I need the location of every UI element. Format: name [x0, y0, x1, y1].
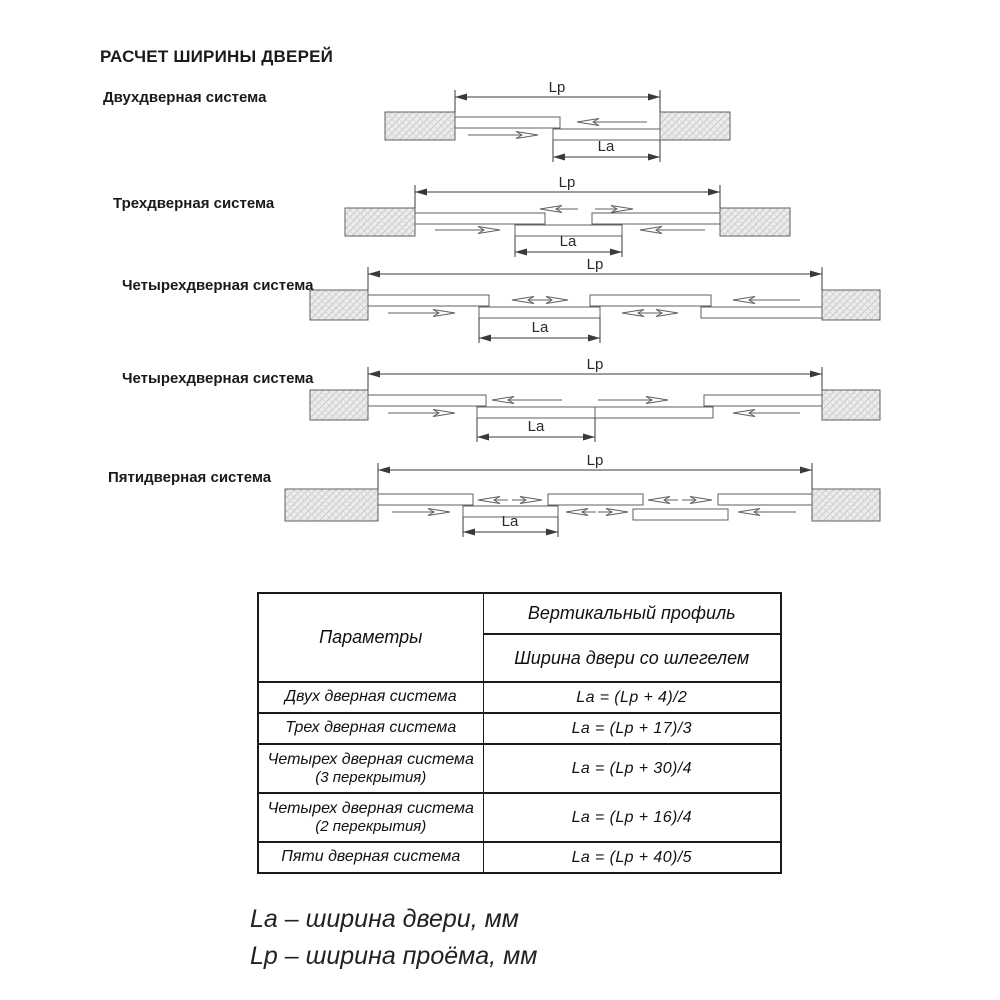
door-panel — [455, 117, 560, 128]
parameters-table — [257, 592, 782, 874]
dim-arrowhead — [378, 467, 390, 474]
dimension-la-label: La — [559, 233, 577, 250]
door-panel — [595, 407, 713, 418]
dim-arrowhead — [648, 94, 660, 101]
dimension-lp-label: Lp — [586, 256, 604, 273]
door-panel — [368, 395, 486, 406]
dim-arrowhead — [455, 94, 467, 101]
row-formula: La = (Lp + 40)/5 — [483, 842, 781, 873]
dimension-lp-label: Lp — [586, 356, 604, 373]
dimension-lp — [378, 452, 812, 489]
door-panel — [548, 494, 643, 505]
dim-arrowhead — [588, 335, 600, 342]
dimension-la-label: La — [597, 138, 615, 155]
table-header-door-width: Ширина двери со шлегелем — [483, 634, 781, 682]
diagram-four-door-system-2-overlaps — [310, 356, 880, 442]
wall — [812, 489, 880, 521]
door-panel — [477, 407, 595, 418]
dimension-lp — [455, 79, 660, 112]
label-four-door-system-2: Четырехдверная система — [122, 370, 314, 387]
table-row — [258, 744, 781, 793]
dim-arrowhead — [515, 249, 527, 256]
row-note: (3 перекрытия) — [315, 768, 427, 786]
dimension-la — [477, 418, 595, 442]
wall — [660, 112, 730, 140]
legend-la: La – ширина двери, мм — [250, 905, 519, 933]
label-three-door-system: Трехдверная система — [113, 195, 275, 212]
dimension-la — [553, 138, 660, 162]
dimension-la-label: La — [501, 513, 519, 530]
row-formula: La = (Lp + 17)/3 — [483, 713, 781, 744]
legend-lp: Lp – ширина проёма, мм — [250, 942, 538, 970]
dimension-la-label: La — [527, 418, 545, 435]
row-formula: La = (Lp + 16)/4 — [483, 793, 781, 842]
label-two-door-system: Двухдверная система — [103, 89, 267, 106]
diagram-two-door-system — [385, 79, 730, 162]
wall — [720, 208, 790, 236]
dim-arrowhead — [583, 434, 595, 441]
legend — [250, 901, 537, 975]
dimension-lp — [415, 174, 720, 208]
door-panel — [633, 509, 728, 520]
dim-arrowhead — [648, 154, 660, 161]
row-name: Четырех дверная система — [267, 799, 474, 817]
dim-arrowhead — [477, 434, 489, 441]
door-panel — [718, 494, 812, 505]
dim-arrowhead — [553, 154, 565, 161]
dim-arrowhead — [463, 529, 475, 536]
table-header-parameters: Параметры — [258, 593, 483, 682]
dim-arrowhead — [368, 371, 380, 378]
row-name: Четырех дверная система — [267, 750, 474, 768]
dim-arrowhead — [368, 271, 380, 278]
dim-arrowhead — [415, 189, 427, 196]
row-name: Трех дверная система — [258, 713, 483, 744]
door-panel — [378, 494, 473, 505]
dimension-lp — [368, 256, 822, 290]
row-name: Двух дверная система — [258, 682, 483, 713]
table-row — [258, 842, 781, 873]
door-panel — [590, 295, 711, 306]
dimension-lp-label: Lp — [558, 174, 576, 191]
wall — [385, 112, 455, 140]
dim-arrowhead — [610, 249, 622, 256]
dim-arrowhead — [708, 189, 720, 196]
row-name: Пяти дверная система — [258, 842, 483, 873]
door-panel — [479, 307, 600, 318]
table-row — [258, 713, 781, 744]
door-panel — [415, 213, 545, 224]
wall — [822, 390, 880, 420]
wall — [310, 390, 368, 420]
table-row — [258, 682, 781, 713]
dimension-lp — [368, 356, 822, 390]
dim-arrowhead — [800, 467, 812, 474]
row-note: (2 перекрытия) — [315, 817, 427, 835]
wall — [822, 290, 880, 320]
dimension-la — [515, 233, 622, 257]
dimension-lp-label: Lp — [548, 79, 566, 96]
door-panel — [704, 395, 822, 406]
dim-arrowhead — [546, 529, 558, 536]
label-five-door-system: Пятидверная система — [108, 469, 272, 486]
diagram-five-door-system — [285, 452, 880, 537]
dim-arrowhead — [479, 335, 491, 342]
dimension-la-label: La — [531, 319, 549, 336]
page-title: РАСЧЕТ ШИРИНЫ ДВЕРЕЙ — [100, 47, 334, 66]
table-row — [258, 793, 781, 842]
label-four-door-system-3: Четырехдверная система — [122, 277, 314, 294]
row-formula: La = (Lp + 30)/4 — [483, 744, 781, 793]
wall — [345, 208, 415, 236]
door-panel — [592, 213, 720, 224]
dimension-la — [479, 318, 600, 343]
door-panel — [701, 307, 822, 318]
table-header-vertical-profile: Вертикальный профиль — [483, 593, 781, 634]
dim-arrowhead — [810, 371, 822, 378]
door-panel — [368, 295, 489, 306]
dimension-lp-label: Lp — [586, 452, 604, 469]
diagram-four-door-system-3-overlaps — [310, 256, 880, 343]
dim-arrowhead — [810, 271, 822, 278]
wall — [310, 290, 368, 320]
wall — [285, 489, 378, 521]
diagram-three-door-system — [345, 174, 790, 257]
row-formula: La = (Lp + 4)/2 — [483, 682, 781, 713]
